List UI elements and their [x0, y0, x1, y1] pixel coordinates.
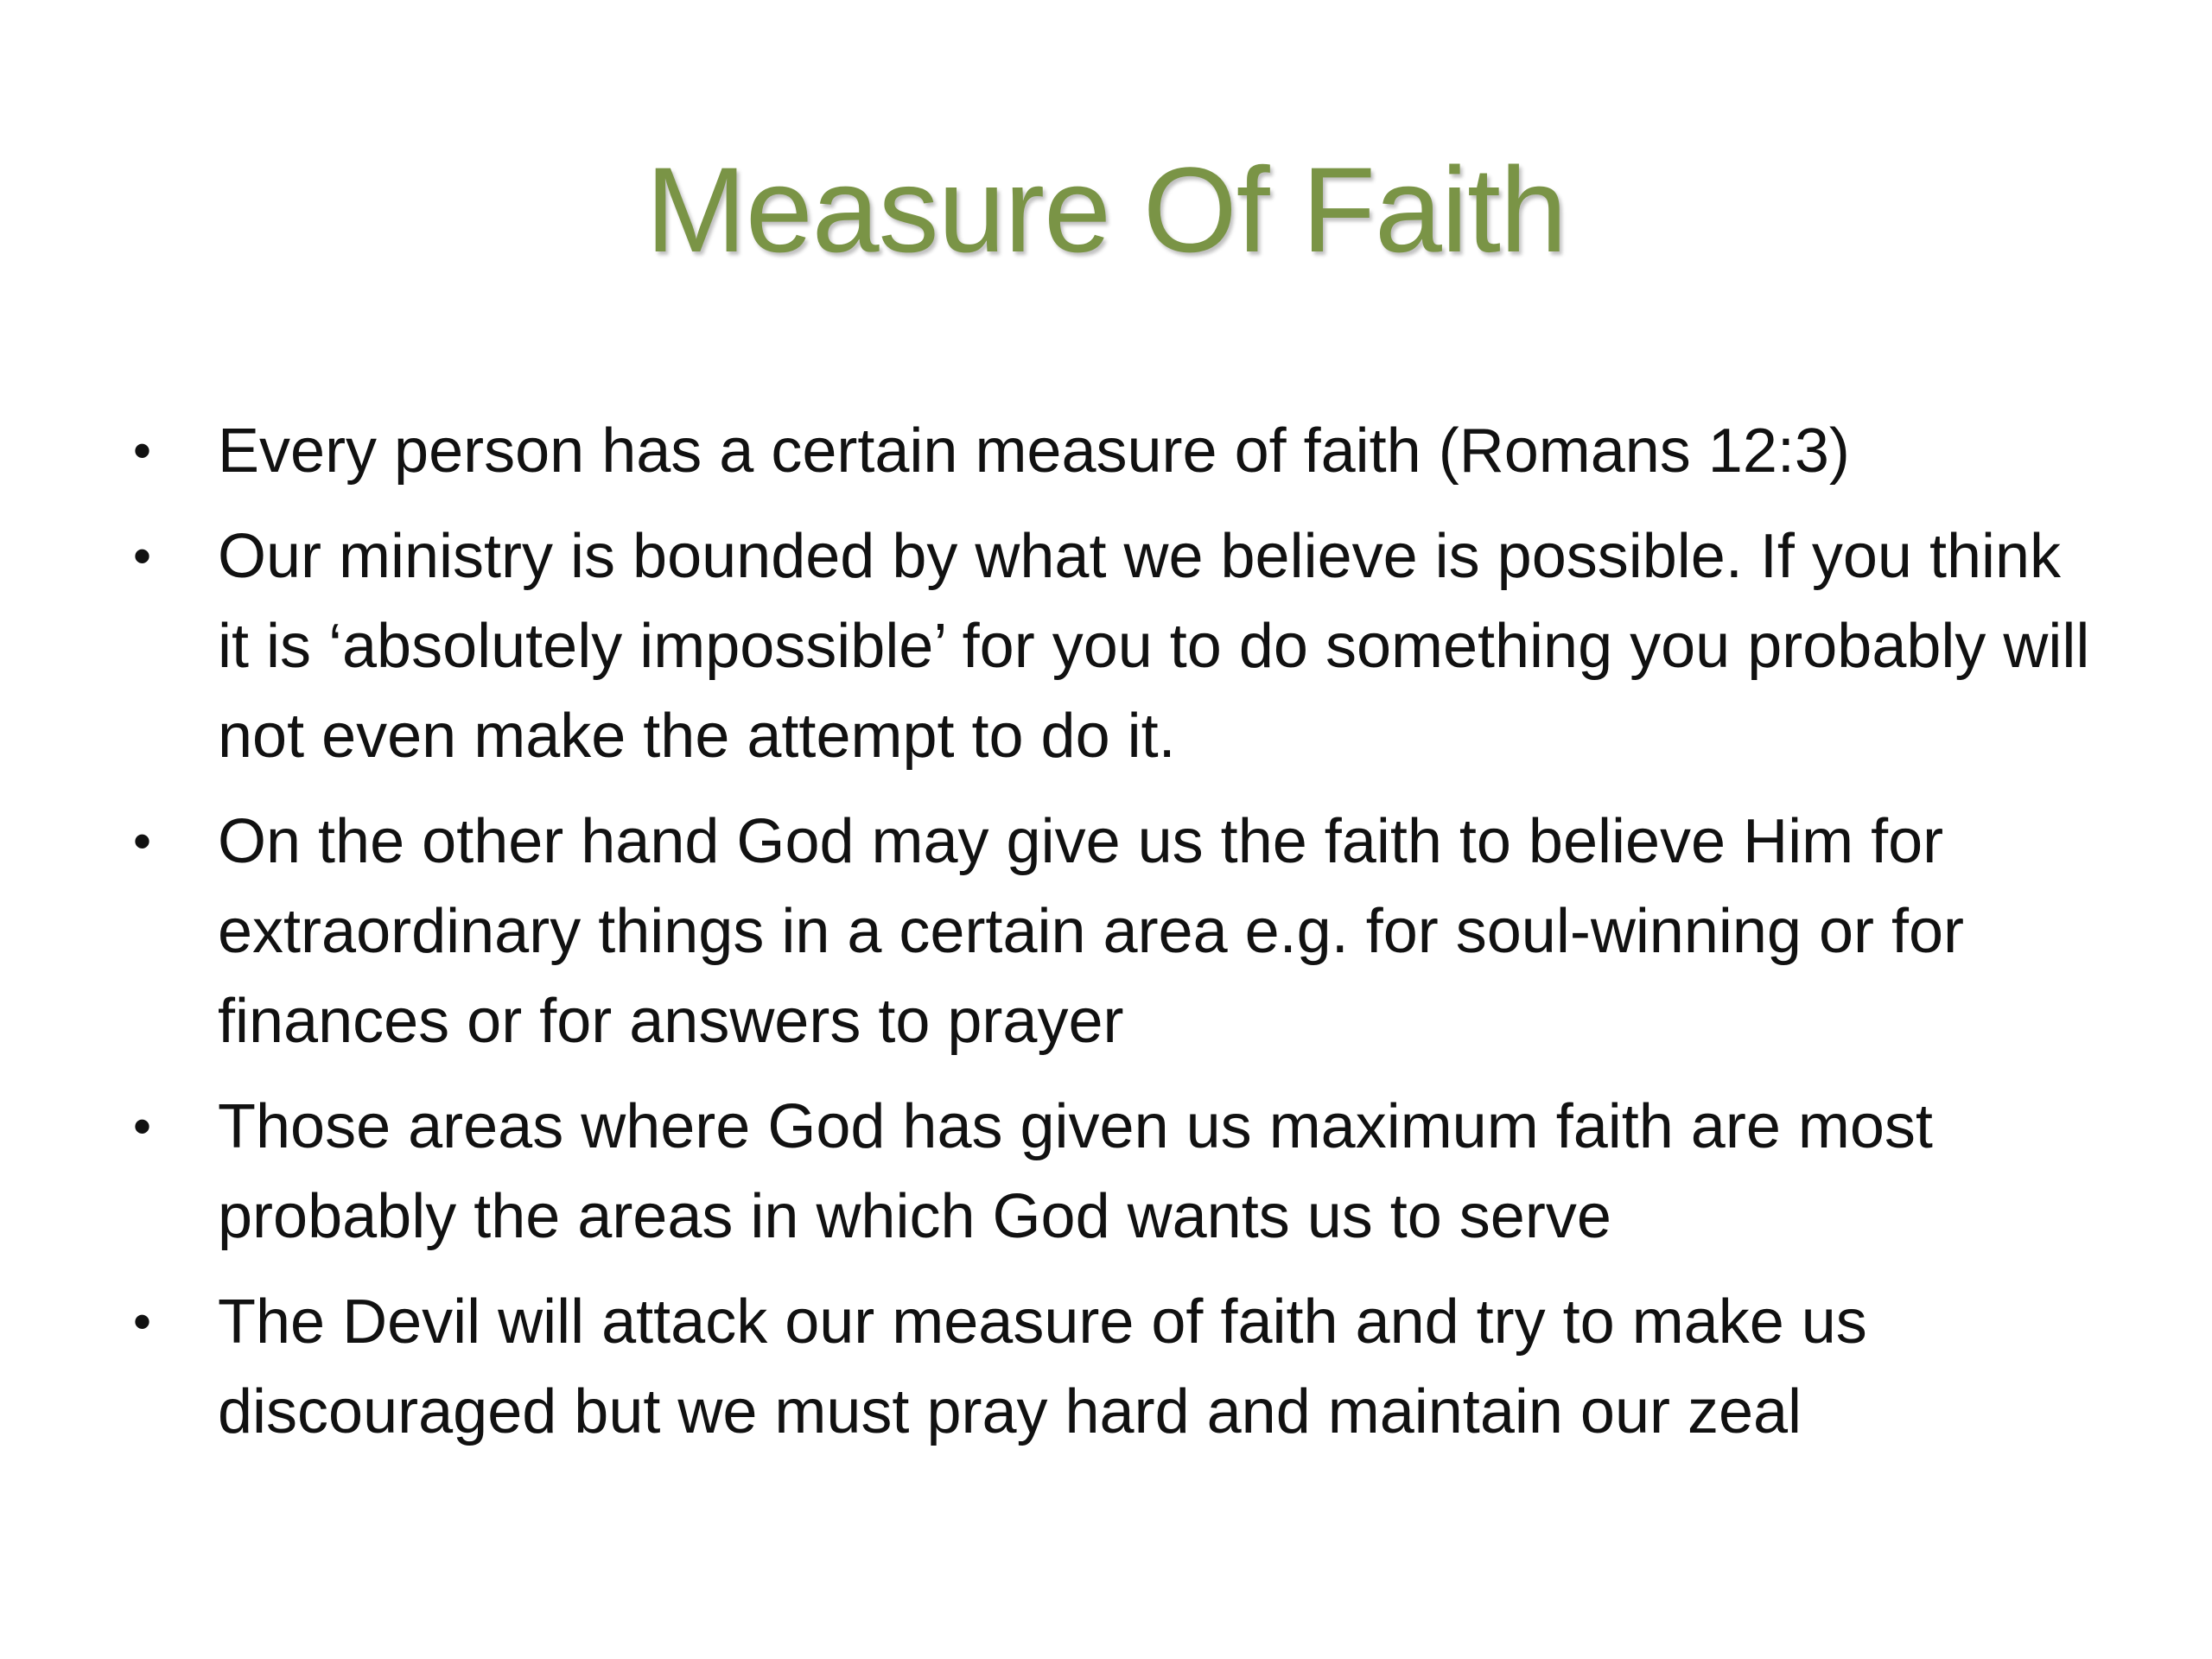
- bullet-text: Every person has a certain measure of faith (Romans 12:3): [218, 416, 1850, 486]
- bullet-text: Our ministry is bounded by what we believe is possible. If you think it is ‘absolutely impossible’ for you to do something you probably will not even make the attempt to do it.: [218, 522, 2090, 771]
- bullet-icon: •: [133, 1293, 152, 1351]
- list-item: [130, 797, 2108, 1066]
- list-item: [130, 1082, 2108, 1262]
- bullet-text: The Devil will attack our measure of faith and try to make us discouraged but we must pray hard and maintain our zeal: [218, 1287, 1867, 1446]
- list-item: [130, 512, 2108, 781]
- bullet-icon: •: [133, 1097, 152, 1155]
- bullet-icon: •: [133, 422, 152, 480]
- list-item: [130, 1277, 2108, 1457]
- bullet-text: On the other hand God may give us the faith to believe Him for extraordinary things in a certain area e.g. for soul-winning or for finances or for answers to prayer: [218, 807, 1965, 1056]
- slide-title: Measure Of Faith: [645, 142, 1567, 277]
- bullet-icon: •: [133, 527, 152, 585]
- list-item: [130, 406, 2108, 496]
- bullet-text: Those areas where God has given us maximum faith are most probably the areas in which God wants us to serve: [218, 1092, 1933, 1251]
- bullet-list: [130, 406, 2108, 1472]
- bullet-icon: •: [133, 812, 152, 870]
